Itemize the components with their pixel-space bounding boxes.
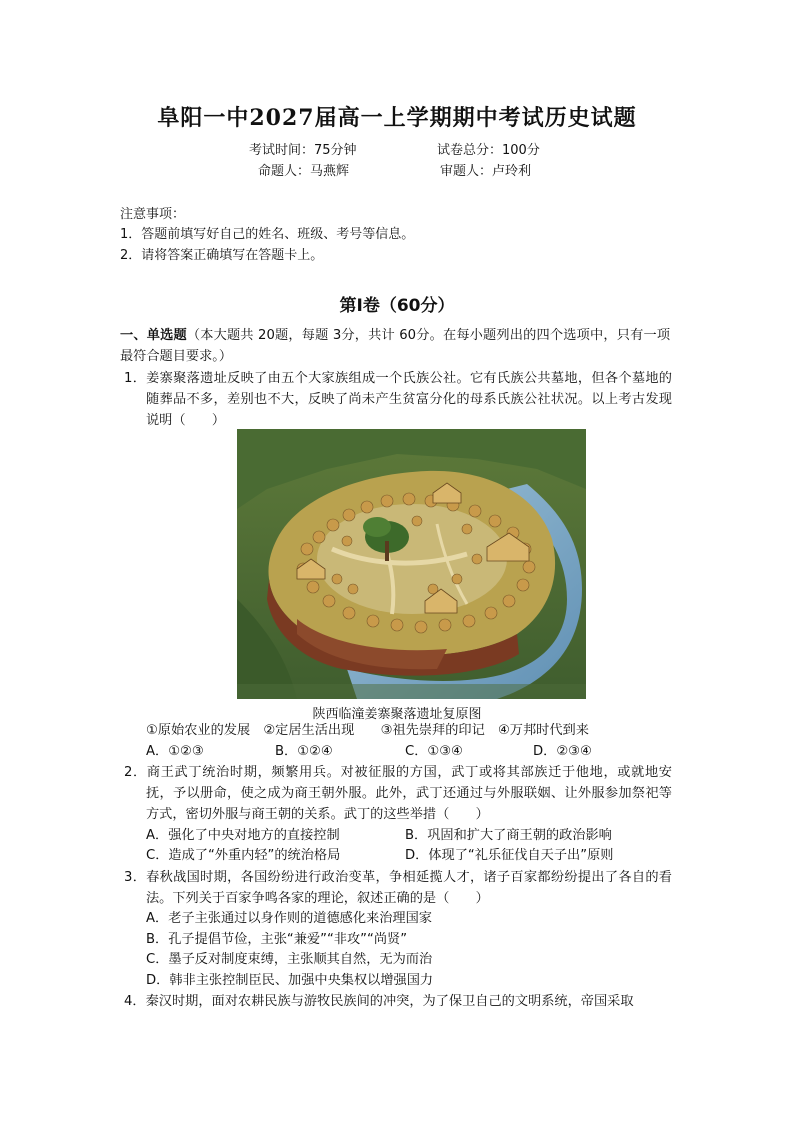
section-title: 第Ⅰ卷（60分） [339, 296, 455, 316]
settlement-image [237, 429, 586, 699]
option-d[interactable]: D．②③④ [533, 744, 592, 759]
option-b[interactable]: B．孔子提倡节俭，主张“兼爱”“非攻”“尚贤” [146, 932, 408, 947]
option-a[interactable]: A．强化了中央对地方的直接控制 [146, 828, 340, 843]
notice-item: 2．请将答案正确填写在答题卡上。 [120, 248, 324, 263]
section-instructions-text: （本大题共 20题，每题 3分，共计 60分。在每小题列出的四个选项中，只有一项最符合题目要求。） [120, 328, 671, 364]
question-2-stem [124, 762, 672, 825]
option-a[interactable]: A．老子主张通过以身作则的道德感化来治理国家 [146, 911, 432, 926]
total-score: 试卷总分：100分 [437, 143, 540, 158]
exam-title: 阜阳一中2027届高一上学期期中考试历史试题 [157, 105, 637, 131]
option-c[interactable]: C．造成了“外重内轻”的统治格局 [146, 848, 341, 863]
question-1-stem [124, 368, 672, 431]
setter: 命题人：马燕辉 [258, 164, 350, 179]
option-d[interactable]: D．体现了“礼乐征伐自天子出”原则 [405, 848, 614, 863]
option-b[interactable]: B．巩固和扩大了商王朝的政治影响 [405, 828, 612, 843]
notice-item: 1．答题前填写好自己的姓名、班级、考号等信息。 [120, 227, 415, 242]
jiangzhai-settlement-illustration [237, 429, 586, 699]
option-a[interactable]: A．①②③ [146, 744, 204, 759]
question-stem-text: 2．商王武丁统治时期，频繁用兵。对被征服的方国，武丁或将其部族迁于他地，或就地安抚，予以册命，使之成为商王朝外服。此外，武丁还通过与外服联姻、让外服参加祭祀等方式，密切外服与商王朝的关系。武丁的这些举措（ ） [124, 765, 672, 822]
question-1-statements: ①原始农业的发展 ②定居生活出现 ③祖先崇拜的印记 ④万邦时代到来 [146, 723, 589, 738]
section-type-label: 一、单选题 [120, 328, 187, 343]
figure-caption: 陕西临潼姜寨聚落遗址复原图 [312, 707, 482, 722]
section-instructions [120, 325, 670, 367]
option-c[interactable]: C．①③④ [405, 744, 463, 759]
question-3-stem [124, 867, 672, 909]
exam-time: 考试时间：75分钟 [249, 143, 357, 158]
question-stem-text: 1．姜寨聚落遗址反映了由五个大家族组成一个氏族公社。它有氏族公共墓地，但各个墓地的随葬品不多，差别也不大，反映了尚未产生贫富分化的母系氏族公社状况。以上考古发现说明（ ） [124, 371, 672, 428]
question-stem-text: 3．春秋战国时期，各国纷纷进行政治变革，争相延揽人才，诸子百家都纷纷提出了各自的看法。下列关于百家争鸣各家的理论，叙述正确的是（ ） [124, 870, 672, 906]
question-4-stem: 4．秦汉时期，面对农耕民族与游牧民族间的冲突，为了保卫自己的文明系统，帝国采取 [124, 994, 634, 1009]
reviewer: 审题人：卢玲利 [440, 164, 532, 179]
option-b[interactable]: B．①②④ [275, 744, 333, 759]
notice-heading: 注意事项： [120, 207, 186, 222]
option-d[interactable]: D．韩非主张控制臣民、加强中央集权以增强国力 [146, 973, 434, 988]
option-c[interactable]: C．墨子反对制度束缚，主张顺其自然，无为而治 [146, 952, 433, 967]
